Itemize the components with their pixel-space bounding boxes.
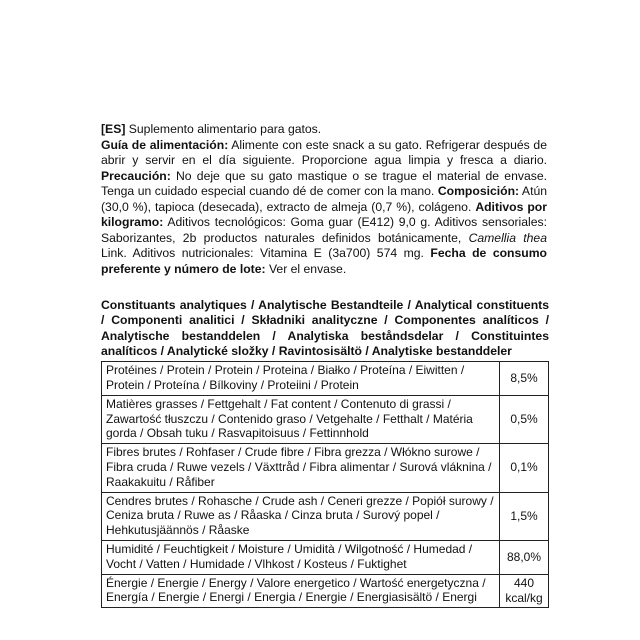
additives-text-2: Link. Aditivos nutricionales: Vitamina E (3a700) 574 mg. [101,246,424,260]
constituent-value: 1,5% [500,492,549,540]
additives-label: Aditivos por kilogramo: [101,199,547,229]
table-row [102,395,549,443]
spanish-label-text [101,122,547,277]
table-row [102,574,549,608]
constituent-value: 0,5% [500,395,549,443]
constituent-value: 0,1% [500,444,549,492]
constituent-label: Protéines / Protein / Protein / Proteina / Białko / Proteína / Eiwitten / Protein / Proteína / Bílkoviny / Proteiini / Protein [102,362,500,396]
constituent-value: 8,5% [500,362,549,396]
table-row [102,492,549,540]
table-row [102,444,549,492]
additives-text: Aditivos tecnológicos: Goma guar (E412) 9,0 g. Aditivos sensoriales: Saborizantes, 2b productos naturales definidos botánicamente, [101,215,547,245]
best-before-label: Fecha de consumo preferente y número de lote: [101,246,547,276]
composition-text: Atún (30,0 %), tapioca (desecada), extracto de almeja (0,7 %), colágeno. [101,184,548,214]
constituent-label: Humidité / Feuchtigkeit / Moisture / Umidità / Wilgotność / Humedad / Vocht / Vatten / Humidade / Vlhkost / Kosteus / Fuktighet [102,540,500,574]
constituent-label: Fibres brutes / Rohfaser / Crude fibre / Fibra grezza / Włókno surowe / Fibra cruda / Ruwe vezels / Växttråd / Fibra alimentar / Surová vláknina / Raakakuitu / Råfiber [102,444,500,492]
best-before-text: Ver el envase. [265,261,347,276]
constituent-label: Cendres brutes / Rohasche / Crude ash / Ceneri grezze / Popiół surowy / Ceniza bruta / Ruwe as / Råaska / Cinza bruta / Surový popel / Hehkutusjäännös / Råaske [102,492,500,540]
analytical-table [101,361,549,608]
composition-label: Composición: [437,184,520,198]
caution-label: Precaución: [101,168,171,183]
guide-text: Alimente con este snack a su gato. Refrigerar después de abrir y servir en el día siguiente. Proporcione agua limpia y fresca a diario. [101,137,547,167]
table-row [102,362,549,396]
analytical-section [101,298,549,608]
guide-label: Guía de alimentación: [101,137,229,152]
intro-text: Suplemento alimentario para gatos. [125,122,322,136]
table-row [102,540,549,574]
constituent-label: Matières grasses / Fettgehalt / Fat content / Contenuto di grassi / Zawartość tłuszczu / Contenido graso / Vetgehalte / Fetthalt / Matéria gorda / Obsah tuku / Rasvapitoisuus / Fettinnhold [102,395,500,443]
analytical-heading: Constituants analytiques / Analytische Bestandteile / Analytical constituents / Componenti analitici / Składniki analityczne / Componentes analíticos / Analytische bestanddelen / Analytiska beståndsdelar / Constituintes analíticos / Analytické složky / Ravintosisältö / Analytiske bestanddeler [101,298,549,358]
constituent-value: 440 kcal/kg [500,574,549,608]
camellia-name: Camellia thea [468,230,547,245]
constituent-value: 88,0% [500,540,549,574]
caution-text: No deje que su gato mastique o se trague el material de envase. Tenga un cuidado especial cuando dé de comer con la mano. [101,168,547,198]
constituent-label: Énergie / Energie / Energy / Valore energetico / Wartość energetyczna / Energía / Energie / Energi / Energia / Energie / Energiasisältö / Energi [102,574,500,608]
language-tag: [ES] [101,122,126,136]
